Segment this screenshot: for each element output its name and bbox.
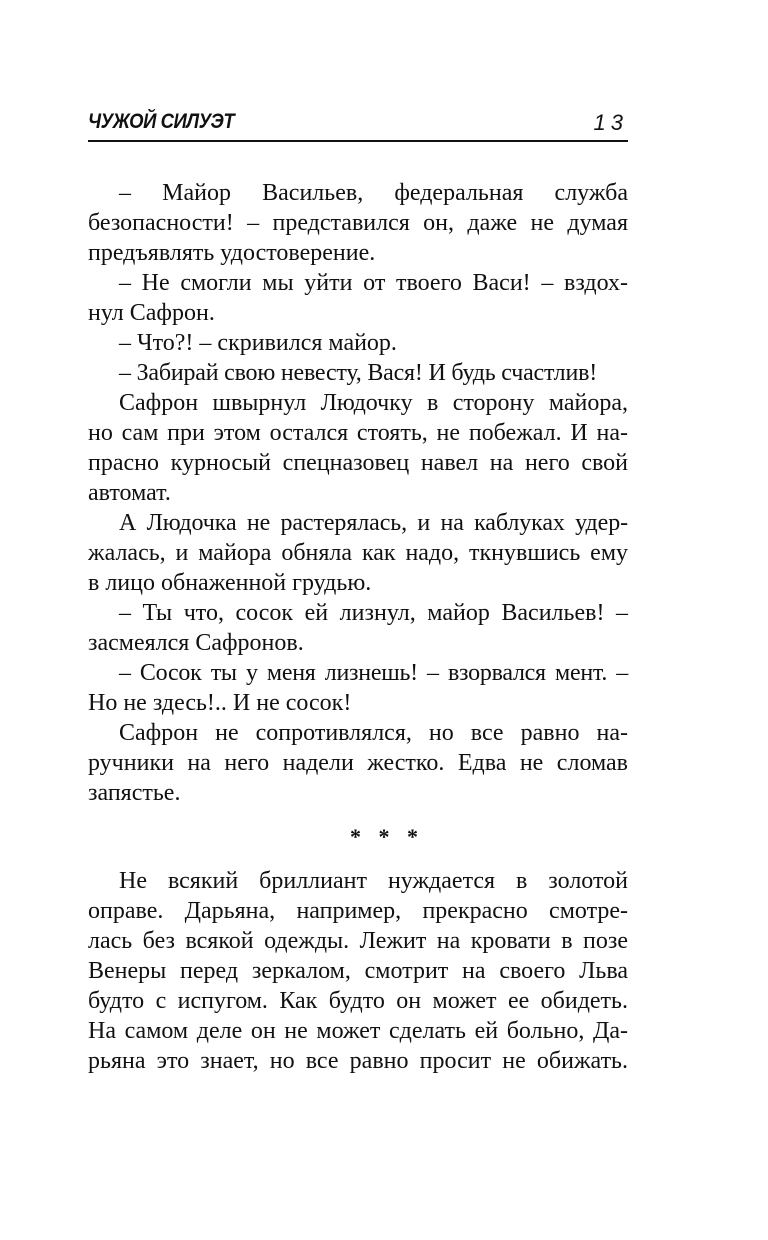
text-line: безопасности! – представился он, даже не думая	[88, 210, 628, 236]
text-line: рьяна это знает, но все равно просит не обижать.	[88, 1048, 628, 1074]
text-line: – Сосок ты у меня лизнешь! – взорвался мент. –	[119, 660, 628, 686]
text-line: засмеялся Сафронов.	[88, 630, 304, 656]
text-line: – Ты что, сосок ей лизнул, майор Васильев! –	[119, 600, 628, 626]
page-number: 13	[593, 110, 628, 135]
text-line: но сам при этом остался стоять, не побежал. И на-	[88, 420, 628, 446]
text-line: – Забирай свою невесту, Вася! И будь счастлив!	[119, 360, 597, 386]
text-line: На самом деле он не может сделать ей больно, Да-	[88, 1018, 628, 1044]
text-line: ручники на него надели жестко. Едва не сломав	[88, 750, 628, 776]
text-line: Не всякий бриллиант нуждается в золотой	[119, 868, 628, 894]
page-header	[88, 110, 628, 140]
text-line: Сафрон швырнул Людочку в сторону майора,	[119, 390, 628, 416]
text-line: Сафрон не сопротивлялся, но все равно на-	[119, 720, 628, 746]
running-title: ЧУЖОЙ СИЛУЭТ	[88, 110, 235, 133]
text-line: лась без всякой одежды. Лежит на кровати в позе	[88, 928, 628, 954]
text-line: оправе. Дарьяна, например, прекрасно смотре-	[88, 898, 628, 924]
text-line: предъявлять удостоверение.	[88, 240, 376, 266]
text-line: Но не здесь!.. И не сосок!	[88, 690, 352, 716]
text-section-2	[88, 866, 628, 1076]
text-line: прасно курносый спецназовец навел на него свой	[88, 450, 628, 476]
header-rule	[88, 140, 628, 142]
text-line: будто с испугом. Как будто он может ее обидеть.	[88, 988, 628, 1014]
text-line: – Что?! – скривился майор.	[119, 330, 397, 356]
text-line: жалась, и майора обняла как надо, ткнувшись ему	[88, 540, 628, 566]
text-line: запястье.	[88, 780, 181, 806]
text-line: в лицо обнаженной грудью.	[88, 570, 372, 596]
text-line: – Майор Васильев, федеральная служба	[119, 180, 628, 206]
text-line: А Людочка не растерялась, и на каблуках удер-	[119, 510, 628, 536]
text-line: нул Сафрон.	[88, 300, 215, 326]
text-line: автомат.	[88, 480, 171, 506]
text-line: – Не смогли мы уйти от твоего Васи! – вздох-	[119, 270, 628, 296]
text-line: Венеры перед зеркалом, смотрит на своего Льва	[88, 958, 628, 984]
text-section-1	[88, 178, 628, 808]
section-separator: * * *	[350, 824, 424, 849]
